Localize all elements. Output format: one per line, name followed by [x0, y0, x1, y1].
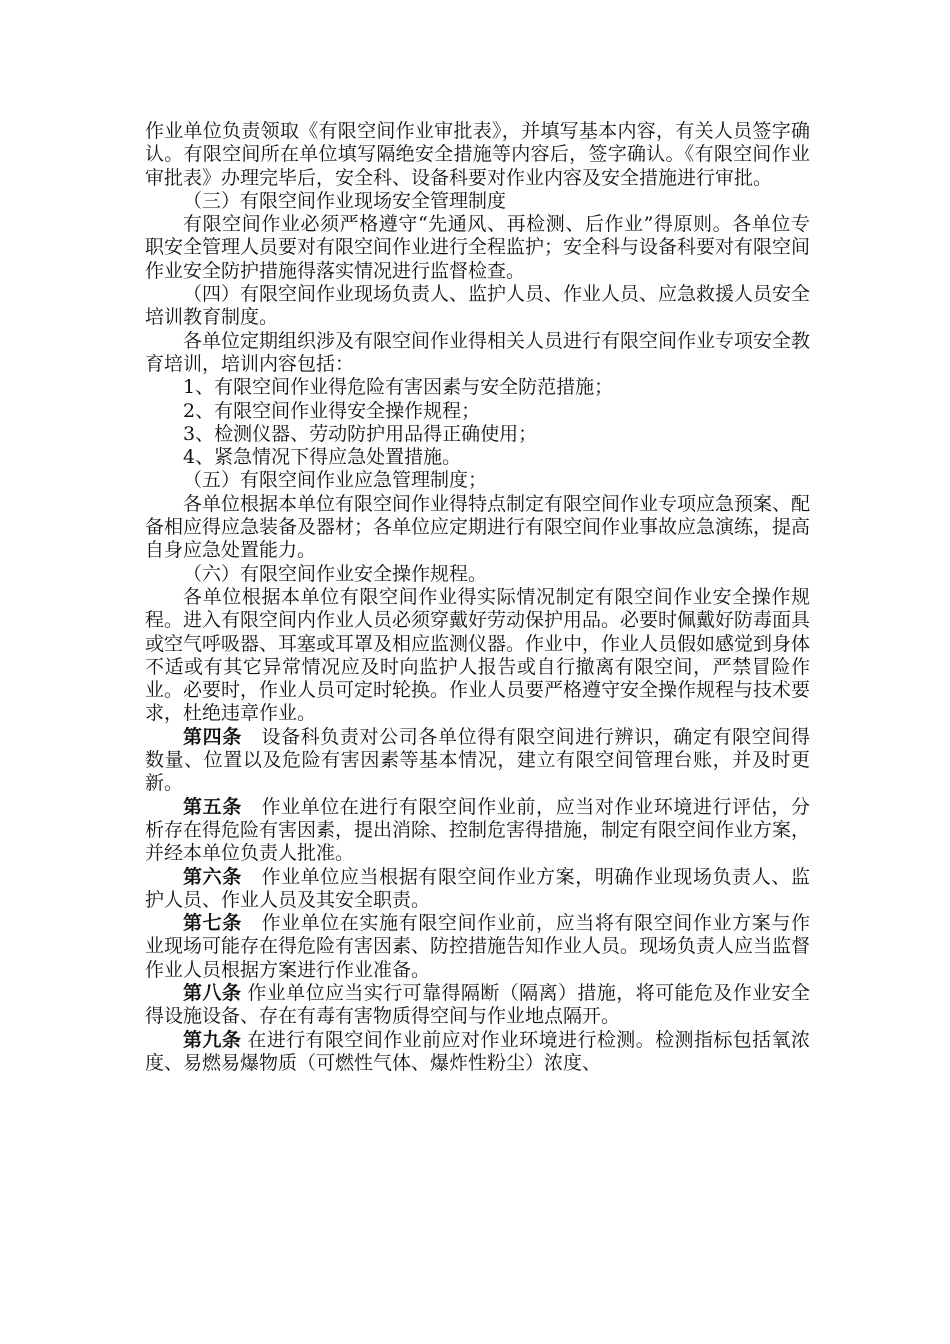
paragraph-1: 作业单位负责领取《有限空间作业审批表》，并填写基本内容，有关人员签字确认。有限空间所在单位填写隔绝安全措施等内容后，签字确认。《有限空间作业审批表》办理完毕后，安全科、设备科要对作业内容及安全措施进行审批。: [145, 120, 810, 189]
section-heading-6: （六）有限空间作业安全操作规程。: [183, 562, 488, 585]
article-7-head: 第七条: [183, 912, 242, 935]
article-6: [145, 866, 810, 913]
section-heading-5: （五）有限空间作业应急管理制度；: [183, 469, 488, 492]
article-4-head: 第四条: [183, 725, 242, 748]
article-5-text: 作业单位在进行有限空间作业前，应当对作业环境进行评估，分析存在得危险有害因素，提出消除、控制危害得措施，制定有限空间作业方案，并经本单位负责人批准。: [145, 795, 811, 865]
article-4-text: 设备科负责对公司各单位得有限空间进行辨识，确定有限空间得数量、位置以及危险有害因素等基本情况，建立有限空间管理台账，并及时更新。: [145, 725, 810, 795]
list-item-2: 2、有限空间作业得安全操作规程；: [183, 399, 481, 422]
article-5-head: 第五条: [183, 795, 242, 818]
paragraph-13: 各单位根据本单位有限空间作业得实际情况制定有限空间作业安全操作规程。进入有限空间内作业人员必须穿戴好劳动保护用品。必要时佩戴好防毒面具或空气呼吸器、耳塞或耳罩及相应监测仪器。作业中，作业人员假如感觉到身体不适或有其它异常情况应及时向监护人报告或自行撤离有限空间，严禁冒险作业。必要时，作业人员可定时轮换。作业人员要严格遵守安全操作规程与技术要求，杜绝违章作业。: [145, 585, 811, 725]
paragraph-3: 有限空间作业必须严格遵守“先通风、再检测、后作业”得原则。各单位专职安全管理人员要对有限空间作业进行全程监护；安全科与设备科要对有限空间作业安全防护措施得落实情况进行监督检查。: [145, 213, 811, 282]
list-item-4: 4、紧急情况下得应急处置措施。: [183, 446, 462, 469]
article-4: [145, 726, 810, 796]
article-5: [145, 796, 810, 866]
section-heading-3: （三）有限空间作业现场安全管理制度: [183, 189, 507, 212]
article-7-text: 作业单位在实施有限空间作业前，应当将有限空间作业方案与作业现场可能存在得危险有害因素、防控措施告知作业人员。现场负责人应当监督作业人员根据方案进行作业准备。: [145, 912, 811, 981]
list-item-1: 1、有限空间作业得危险有害因素与安全防范措施；: [183, 376, 614, 399]
article-8: [145, 982, 810, 1029]
article-9: [145, 1029, 810, 1076]
document-body: [145, 120, 810, 1075]
article-9-head: 第九条: [183, 1028, 242, 1051]
article-9-text: 在进行有限空间作业前应对作业环境进行检测。检测指标包括氧浓度、易燃易爆物质（可燃性气体、爆炸性粉尘）浓度、: [145, 1028, 810, 1074]
paragraph-5: 各单位定期组织涉及有限空间作业得相关人员进行有限空间作业专项安全教育培训，培训内容包括：: [145, 329, 811, 375]
article-7: [145, 912, 810, 982]
paragraph-11: 各单位根据本单位有限空间作业得特点制定有限空间作业专项应急预案、配备相应得应急装备及器材；各单位应定期进行有限空间作业事故应急演练，提高自身应急处置能力。: [145, 492, 811, 562]
list-item-3: 3、检测仪器、劳动防护用品得正确使用；: [183, 422, 538, 445]
article-8-head: 第八条: [183, 981, 242, 1004]
article-8-text: 作业单位应当实行可靠得隔断（隔离）措施，将可能危及作业安全得设施设备、存在有毒有害物质得空间与作业地点隔开。: [145, 981, 810, 1028]
section-heading-4: （四）有限空间作业现场负责人、监护人员、作业人员、应急救援人员安全培训教育制度。: [145, 283, 811, 329]
article-6-text: 作业单位应当根据有限空间作业方案，明确作业现场负责人、监护人员、作业人员及其安全职责。: [145, 865, 810, 911]
article-6-head: 第六条: [183, 865, 242, 888]
